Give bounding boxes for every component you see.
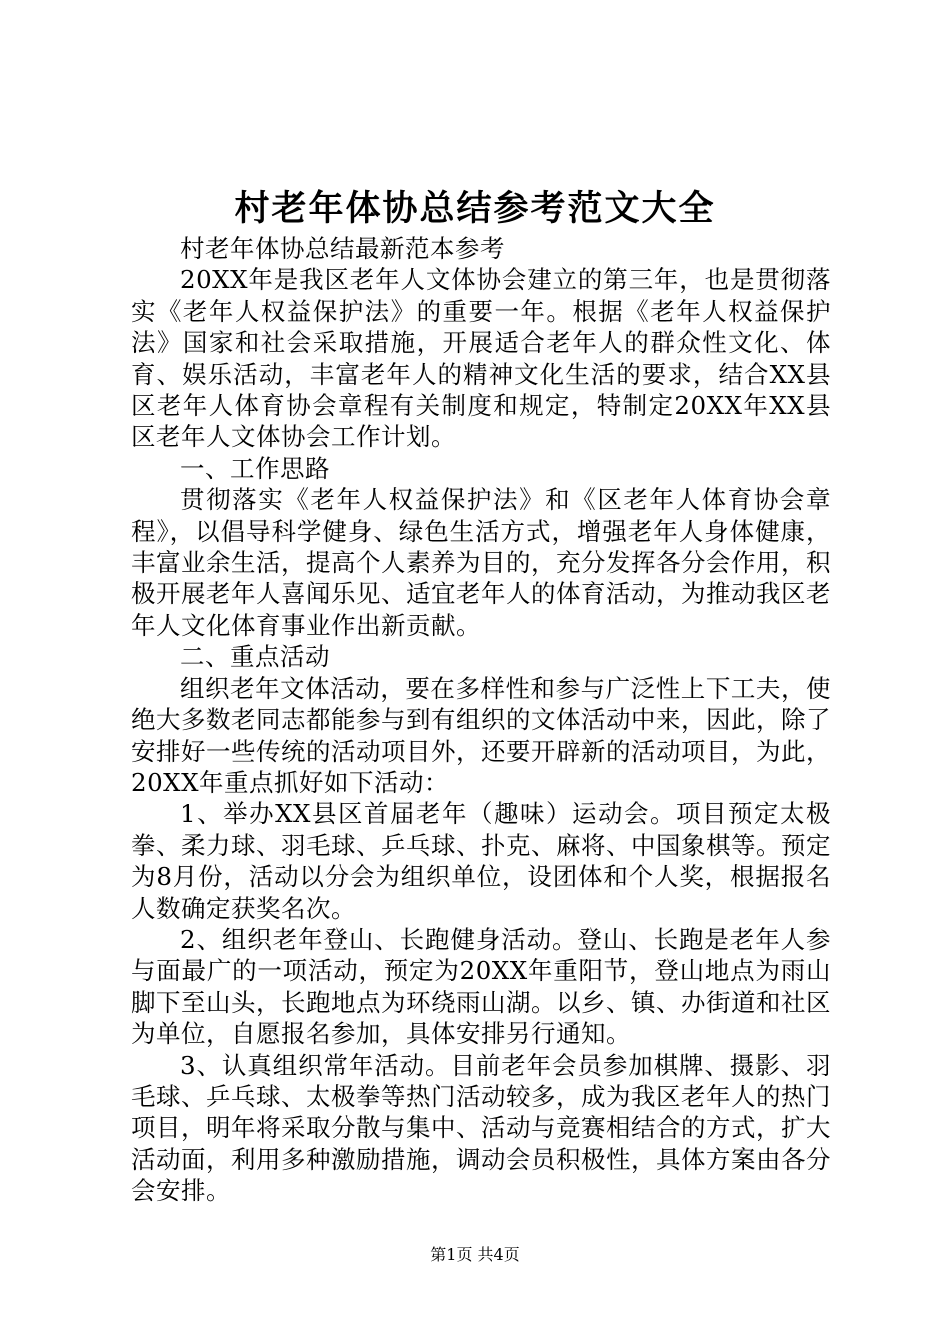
list-item-activity-1: 1、举办XX县区首届老年（趣味）运动会。项目预定太极拳、柔力球、羽毛球、乒乓球、扑克、麻将、中国象棋等。预定为8月份，活动以分会为组织单位，设团体和个人奖，根据报名人数确定获奖名次。 — [131, 799, 831, 923]
section-heading-key-activities: 二、重点活动 — [180, 642, 330, 672]
section-heading-work-ideas: 一、工作思路 — [180, 453, 330, 483]
list-item-activity-3: 3、认真组织常年活动。目前老年会员参加棋牌、摄影、羽毛球、乒乓球、太极拳等热门活动较多，成为我区老年人的热门项目，明年将采取分散与集中、活动与竞赛相结合的方式，扩大活动面，利用多种激励措施，调动会员积极性，具体方案由各分会安排。 — [131, 1050, 831, 1206]
paragraph-key-activities: 组织老年文体活动，要在多样性和参与广泛性上下工夫，使绝大多数老同志都能参与到有组织的文体活动中来，因此，除了安排好一些传统的活动项目外，还要开辟新的活动项目，为此，20XX年重点抓好如下活动： — [131, 673, 831, 797]
paragraph-work-ideas: 贯彻落实《老年人权益保护法》和《区老年人体育协会章程》，以倡导科学健身、绿色生活方式，增强老年人身体健康，丰富业余生活，提高个人素养为目的，充分发挥各分会作用，积极开展老年人喜闻乐见、适宜老年人的体育活动，为推动我区老年人文化体育事业作出新贡献。 — [131, 485, 831, 640]
document-body — [131, 233, 831, 1207]
page-footer: 第1页 共4页 — [430, 1245, 520, 1264]
paragraph-intro: 20XX年是我区老年人文体协会建立的第三年，也是贯彻落实《老年人权益保护法》的重要一年。根据《老年人权益保护法》国家和社会采取措施，开展适合老年人的群众性文化、体育、娱乐活动，丰富老年人的精神文化生活的要求，结合XX县区老年人体育协会章程有关制度和规定，特制定20XX年XX县区老年人文体协会工作计划。 — [131, 265, 831, 452]
paragraph-subtitle: 村老年体协总结最新范本参考 — [180, 234, 505, 263]
document-title: 村老年体协总结参考范文大全 — [234, 188, 716, 229]
list-item-activity-2: 2、组织老年登山、长跑健身活动。登山、长跑是老年人参与面最广的一项活动，预定为20XX年重阳节，登山地点为雨山脚下至山头，长跑地点为环绕雨山湖。以乡、镇、办街道和社区为单位，自愿报名参加，具体安排另行通知。 — [131, 924, 831, 1049]
